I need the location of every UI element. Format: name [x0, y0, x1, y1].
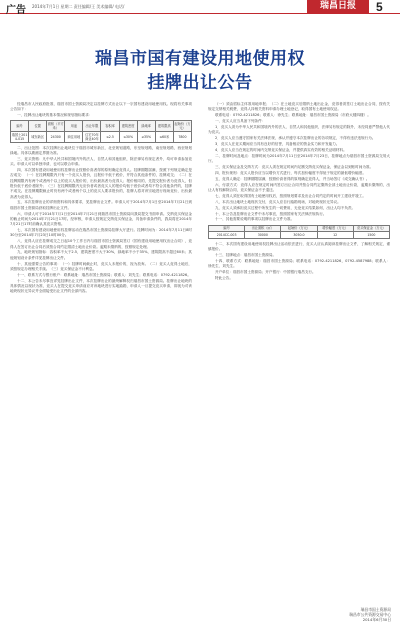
table-row — [11, 132, 192, 143]
paragraph: 四、本次国有建设用地使用权挂牌出让按照价高者得的原则确定竞得人。挂牌期限届满，按照下列规定确定是否成交：（一）在挂牌期限内只有一个竞买人报价，且报价不低于底价，并符合其他条件的，挂牌成交；（二）在挂牌期限内有两个或者两个以上的竞买人报价的，出价最高者为竞得人；报价相同的，先提交报价者为竞得人，但报价低于底价者除外；（三）在挂牌期限内无应价者或者竞买人的报价均低于底价或者均不符合其他条件的，挂牌不成交。在挂牌期限截止时仍有两个或者两个以上的竞买人要求报价的，挂牌人将对该宗地进行现场竞价，出价最高者为竞得人。 — [10, 168, 192, 199]
paragraph: 五、本次挂牌出让的详细资料和具体要求，见挂牌出让文件。申请人可于2014年7月1日至2014年7月21日到瑞昌市国土资源局获取挂牌出让文件。 — [10, 200, 192, 210]
table-header-cell: 增价幅度（万元） — [317, 225, 353, 231]
table-cell: 3050.0 — [281, 232, 317, 238]
paragraph: 一、挂牌出让地块的基本情况和规划指标要求： — [17, 113, 93, 118]
table-cell: 1500 — [353, 232, 389, 238]
announcement-title-line-2: 挂牌出让公告 — [147, 73, 253, 93]
paragraph: 十二、本公告未尽事宜详见挂牌出让文件，本次挂牌出让的最终解释权归瑞昌市国土资源局。挂牌出让地块的具体情况以现状为准，竞买人在提交竞买申请前应对该地块进行实地踏勘，申请人一旦提交竞买申请，即视为对该地块现状无异议并全面接受出让文件的全部内容。 — [10, 278, 192, 294]
paragraph: 八、竞得人应在挂牌成交之日起10个工作日内与瑞昌市国土资源局签订《国有建设用地使用权出让合同》，竞得人在签订出让合同后须按合同约定缴清土地出让价款。逾期未缴纳的，按照规定处理。 — [10, 239, 192, 249]
table-cell: 7800 — [173, 132, 191, 143]
page-number: 5 — [376, 0, 383, 14]
table-cell: 商住用地 — [65, 132, 83, 143]
paragraph: 十、其他需要公告的事项：（一）挂牌时间截止时，竞买人未报价的，视为放弃。（二）竞买人竞得土地后，须按规定办理相关手续。（三）竞买保证金不计利息。 — [10, 261, 192, 271]
paragraph: 3．竞买人在竞买期间应当具有良好的信誉，具备相应的资金实力和开发能力。 — [215, 142, 340, 147]
paragraph: 九、地块规划指标：容积率不大于2.5，建筑密度不大于30%，绿地率不小于35%，建筑限高不超过60米；其他规划设计条件详见挂牌出让文件。 — [10, 250, 192, 260]
paragraph: 三、竞买资格：凡中华人民共和国境内外的法人、自然人和其他组织，除法律另有规定者外，均可申请参加竞买。申请人可以单独申请，也可以联合申请。 — [10, 156, 192, 167]
table-cell: ≤60米 — [155, 132, 173, 143]
header-meta: 2014年7月1日 星期二 责任编辑/王 美术编辑/ 电话/ — [32, 4, 125, 9]
paragraph: 四、报价规则：竞买人报价应当以增价方式进行，每次加价幅度不得低于规定的最低增价幅度。 — [215, 170, 366, 175]
paragraph: 联系电话：0792-4211826；联系人：徐先生；联系地址：瑞昌市国土资源局（市府大楼四楼）。 — [215, 113, 371, 118]
paragraph: 一、竞买人应当具备下列条件： — [215, 119, 266, 124]
table-cell: 瑞国土2014-015 — [11, 132, 28, 141]
paragraph: 三、竞买保证金及交纳方式：竞买人须在规定时间内足额交纳竞买保证金，保证金以到账时间为准。 — [215, 165, 374, 170]
paper-name-banner: 瑞昌日报 — [307, 0, 369, 13]
signature-issuer: 瑞昌市国土资源局 — [360, 607, 391, 612]
parcel-indicator-table — [10, 120, 192, 142]
table-header-cell: 绿地率 — [137, 121, 155, 132]
closing-notice: 特此公告。 — [215, 275, 233, 280]
table-header-cell: 编号 — [11, 121, 29, 132]
paragraph: （一）须由招标主体准用地申报；（二）在土地竞买后缴纳土地出让金，竞得者须签订土地出让合同，按有关规定交纳相关税费，竞得人持相关资料申请办理土地登记，取得国有土地使用权证。 — [208, 102, 390, 112]
paragraph: 开户单位：瑞昌市国土资源局；开户银行：中国银行瑞昌支行。 — [215, 269, 316, 274]
paragraph: 1．竞买人须为中华人民共和国境内外的法人、自然人和其他组织，法律另有规定的除外，未经同意严禁他人代为竞买。 — [208, 124, 390, 135]
table-cell: 30000 — [245, 232, 281, 238]
table-cell: 住宅70年 商业40年 — [83, 132, 101, 143]
paragraph: 4．竞买人应当在规定的时间内交纳竞买保证金，并提供真实有效的相关证明材料。 — [215, 147, 347, 152]
right-column — [208, 102, 390, 282]
paragraph: 十一、其他需要说明的事项以挂牌出让文件为准。 — [215, 217, 295, 222]
paragraph: 十三、挂牌地点：瑞昌市国土资源局。 — [215, 252, 277, 257]
section-label: 广告 — [6, 5, 26, 16]
paragraph: 八、本次出让地块土地现状交付，竞买人应自行踏勘现场，对地块现状无异议。 — [215, 199, 341, 204]
table-cell: 12 — [317, 232, 353, 238]
paragraph: 二、挂牌时间及地点：挂牌时间为2014年7月11日至2014年7月23日，挂牌地点为瑞昌市国土资源局交易大厅。 — [208, 153, 390, 164]
table-header-cell: 竞买保证金（万元） — [353, 225, 389, 231]
table-header-row — [11, 121, 192, 132]
paragraph: 2．竞买人应当遵守国家有关法律法规，承认并遵守本次挂牌出让的各项规定，不得有违法违规行为。 — [215, 136, 376, 141]
table-header-cell: 位置 — [29, 121, 47, 132]
table-header-cell: 建筑限高 — [155, 121, 173, 132]
table-cell: ≤2.5 — [101, 132, 119, 143]
table-header-cell: 面积（平方米） — [47, 122, 64, 131]
table-header-cell: 出让年限 — [83, 121, 101, 132]
paragraph: 二、出让范围：本次挂牌出让地块位于瑞昌市城东新区，北至规划道路，东至规划路，南至规划路，西至规划绿地。具体以勘测定界图为准。 — [10, 145, 192, 155]
table-header-cell: 建筑密度 — [119, 121, 137, 132]
table-row — [209, 232, 390, 238]
paragraph: 九、竞买人须承担竞买过程中所发生的一切费用，无论竞买结果如何，出让人均不负责。 — [215, 205, 356, 210]
signature-date: 2014年6月30日 — [362, 617, 391, 623]
paragraph: 十一、联系方式与银行账户：联系地址：瑞昌市国土资源局；联系人：刘先生；联系电话：0792-4211826。 — [17, 272, 191, 277]
table-cell: ≤30% — [119, 132, 137, 143]
paragraph: 经瑞昌市人民政府批准，瑞昌市国土资源局决定以挂牌方式出让以下一宗国有建设用地使用权。现将有关事项公告如下： — [10, 102, 192, 112]
paragraph: 五、竞得人确定：挂牌期限届满，按照价高者得的原则确定竞得人，并当场签订《成交确认书》。 — [215, 176, 370, 181]
page-header — [0, 0, 400, 14]
left-column — [10, 102, 192, 295]
announcement-title-line-1: 瑞昌市国有建设用地使用权 — [95, 49, 305, 69]
paragraph: 六、付款方式：竞得人应在规定时间内签订出让合同并按合同约定缴纳全部土地出让价款，逾期未缴纳的，出让人有权解除合同，竞买保证金不予退还。 — [208, 182, 390, 192]
deposit-price-table — [208, 225, 390, 239]
table-cell: 24300 — [47, 132, 65, 143]
paragraph: 十、本公告及挂牌出让文件中未尽事宜，按照国家有关法律法规执行。 — [215, 211, 327, 216]
paragraph: 十二、本次国有建设用地使用权挂牌出让活动依法进行，竞买人应认真阅读挂牌出让文件，了解相关规定，谨慎报价。 — [208, 241, 390, 251]
table-header-cell: 起始价（万元） — [281, 225, 317, 231]
table-header-cell: 用途 — [65, 121, 83, 132]
table-cell: ≥35% — [137, 132, 155, 143]
table-header-cell: 起始价（万元） — [174, 122, 191, 131]
paragraph: 十四、联系方式：联系地址：瑞昌市国土资源局；联系电话：0792-4211826，0792-4587988；联系人：徐先生、刘先生。 — [208, 258, 390, 268]
signature-block — [305, 607, 391, 623]
paragraph: 七、竞得人须在取得国有土地使用权后，按照规划要求及出让合同约定的时间开工建设并竣工。 — [215, 193, 366, 198]
signature-issuer: 瑞昌市公共资源交易中心 — [349, 612, 391, 618]
table-header-cell: 出让面积（㎡） — [245, 225, 281, 231]
table-cell: 2014CC-003 — [209, 232, 245, 238]
table-cell: 城东新区 — [29, 132, 47, 143]
paragraph: 六、申请人可于2014年7月1日至2014年7月21日到瑞昌市国土资源局向我局提交书面申请。交纳竞买保证金的截止时间为2014年7月21日17时。经审核，申请人按规定交纳竞买保证金，具备申请条件的，我局将在2014年7月21日17时前确认其竞买资格。 — [10, 211, 192, 227]
paragraph: 七、本次国有建设用地使用权挂牌活动在瑞昌市国土资源局挂牌大厅进行。挂牌时间为：2014年7月11日8时30分至2014年7月23日10时00分。 — [10, 228, 192, 238]
table-header-cell: 编号 — [209, 225, 245, 231]
table-header-cell: 容积率 — [101, 121, 119, 132]
